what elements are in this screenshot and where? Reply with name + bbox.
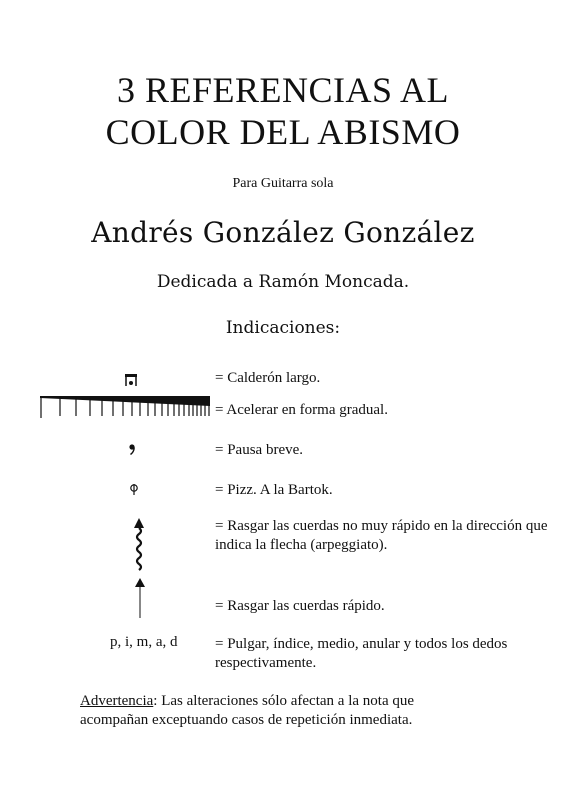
bartok-pizz-icon (129, 483, 139, 497)
warning-label: Advertencia (80, 693, 154, 709)
legend-text-strum-fast: = Rasgar las cuerdas rápido. (215, 598, 385, 614)
straight-arrow-icon (134, 578, 146, 618)
accelerando-beams-icon (40, 396, 212, 420)
breath-mark-icon (128, 444, 136, 456)
legend-text-long-fermata: = Calderón largo. (215, 370, 321, 386)
legend-text-fingers: = Pulgar, índice, medio, anular y todos los dedos respectivamente. (215, 636, 508, 671)
legend-text-bartok: = Pizz. A la Bartok. (215, 482, 333, 498)
title-line-1: 3 REFERENCIAS AL (116, 70, 450, 110)
legend-text-breath: = Pausa breve. (215, 442, 304, 458)
warning-text: : Las alteraciones sólo afectan a la nota que acompañan exceptuando casos de repetición inmediata. (80, 693, 415, 728)
composer-name: Andrés González González (91, 216, 475, 249)
warning-note (80, 692, 480, 730)
finger-symbols: p, i, m, a, d (110, 634, 178, 650)
wavy-arrow-icon (132, 518, 146, 576)
indications-heading: Indicaciones: (225, 318, 341, 338)
legend-text-accelerando: = Acelerar en forma gradual. (215, 402, 388, 418)
subtitle: Para Guitarra sola (232, 176, 334, 191)
dedication: Dedicada a Ramón Moncada. (156, 272, 410, 292)
title-line-2: COLOR DEL ABISMO (105, 112, 461, 152)
long-fermata-icon (124, 372, 140, 388)
legend-text-arpeggiato: = Rasgar las cuerdas no muy rápido en la dirección que indica la flecha (arpeggiato). (215, 518, 548, 553)
